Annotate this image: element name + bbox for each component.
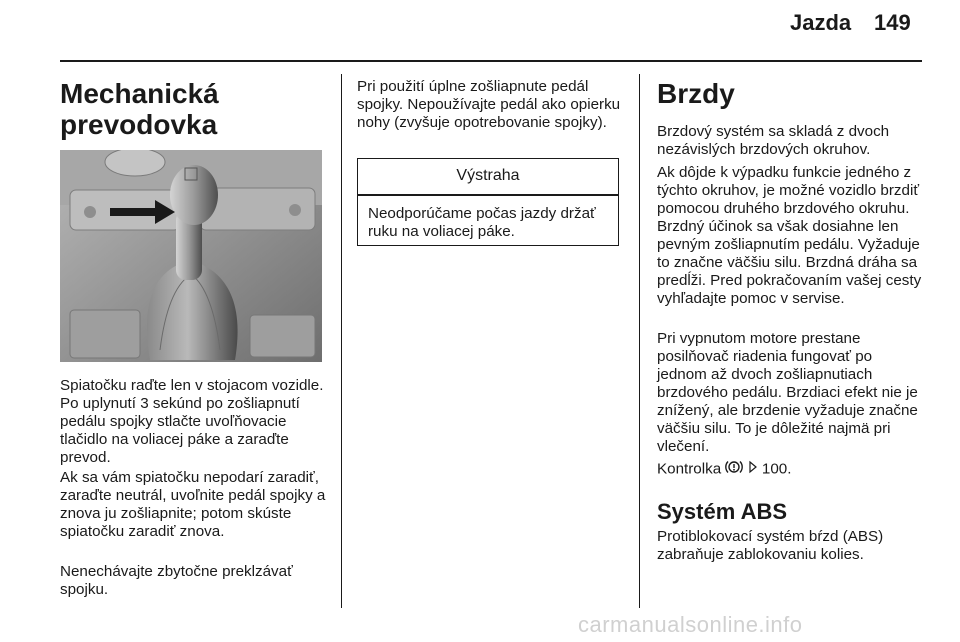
- gear-shift-illustration: [60, 150, 322, 362]
- heading-abs: Systém ABS: [657, 499, 788, 524]
- heading-line-2: prevodovka: [60, 109, 218, 140]
- control-light-label: Kontrolka: [657, 460, 722, 478]
- watermark: carmanualsonline.info: [578, 612, 803, 637]
- column-divider-left: [341, 74, 342, 608]
- warning-rule: [358, 194, 618, 196]
- section-title: Jazda: [790, 10, 852, 35]
- page-reference-icon[interactable]: [748, 460, 758, 479]
- heading-manual-transmission: [60, 78, 219, 140]
- header-rule: [60, 60, 922, 62]
- paragraph-brake-system: Brzdový systém sa skladá z dvoch nezávislých brzdových okruhov.: [657, 123, 890, 158]
- paragraph-abs: Protiblokovací systém bŕzd (ABS) zabraňuje zablokovaniu kolies.: [657, 528, 884, 563]
- paragraph-clutch-slip: Nenechávajte zbytočne preklzávať spojku.: [60, 563, 293, 598]
- paragraph-control-light: [657, 459, 923, 480]
- paragraph-reverse-retry: Ak sa vám spiatočku nepodarí zaradiť, zaraďte neutrál, uvoľnite pedál spojky a znova ju zošliapnite; potom skúste spiatočku zaradiť znova.: [60, 469, 326, 540]
- heading-line-1: Mechanická: [60, 78, 219, 109]
- warning-title: Výstraha: [456, 167, 520, 184]
- heading-brakes: Brzdy: [657, 78, 735, 109]
- paragraph-clutch-use: Pri použití úplne zošliapnute pedál spojky. Nepoužívajte pedál ako opierku nohy (zvyšuje opotrebovanie spojky).: [357, 78, 621, 131]
- warning-text: Neodporúčame počas jazdy držať ruku na voliacej páke.: [368, 205, 596, 240]
- warning-box: [357, 158, 619, 246]
- gear-shift-photo: [60, 150, 322, 362]
- control-light-page-link[interactable]: 100.: [761, 460, 792, 478]
- column-divider-right: [639, 74, 640, 608]
- paragraph-brake-failure: Ak dôjde k výpadku funkcie jedného z týchto okruhov, je možné vozidlo brzdiť pomocou druhého brzdového okruhu. Brzdný účinok sa však dosiahne len pevným zošliapnutím pedálu. Vyžaduje to značne väčšiu silu. Brzdná dráha sa predĺži. Pred pokračovaním vašej cesty vyhľadajte pomoc v servise.: [657, 164, 922, 307]
- paragraph-reverse-gear: Spiatočku raďte len v stojacom vozidle. Po uplynutí 3 sekúnd po zošliapnutí pedálu spojky stlačte uvoľňovacie tlačidlo na voliacej páke a zaraďte prevod.: [60, 377, 324, 466]
- brake-warning-icon: [725, 459, 743, 480]
- paragraph-engine-off: Pri vypnutom motore prestane posilňovač riadenia fungovať po jednom až dvoch zošliapnutiach brzdového pedálu. Brzdiaci efekt nie je znížený, ale brzdenie vyžaduje značne väčšiu silu. To je dôležité najmä pri vlečení.: [657, 330, 918, 455]
- page-number: 149: [874, 10, 911, 35]
